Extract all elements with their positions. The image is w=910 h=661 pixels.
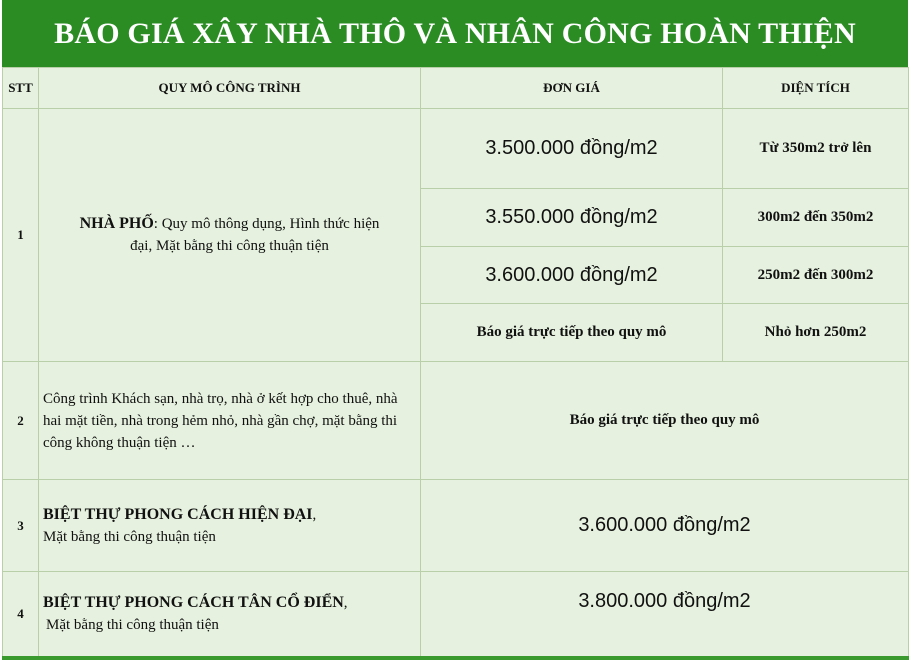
price-value: 3.600.000 đồng/m2 bbox=[421, 480, 909, 572]
row-description-bold: NHÀ PHỐ bbox=[79, 215, 154, 232]
page-title: BÁO GIÁ XÂY NHÀ THÔ VÀ NHÂN CÔNG HOÀN THIỆN bbox=[2, 0, 908, 67]
table-row bbox=[3, 480, 909, 572]
table-row bbox=[3, 362, 909, 480]
header-price: ĐƠN GIÁ bbox=[421, 68, 723, 109]
area-value: Từ 350m2 trở lên bbox=[723, 109, 909, 189]
row-description bbox=[39, 480, 421, 572]
area-value: 250m2 đến 300m2 bbox=[723, 247, 909, 304]
row-description-text: : Quy mô thông dụng, Hình thức hiện đại, Mặt bằng thi công thuận tiện bbox=[130, 216, 380, 254]
price-value: Báo giá trực tiếp theo quy mô bbox=[421, 304, 723, 362]
header-scale: QUY MÔ CÔNG TRÌNH bbox=[39, 68, 421, 109]
header-stt: STT bbox=[3, 68, 39, 109]
row-description-text: , bbox=[343, 594, 348, 611]
price-value: Báo giá trực tiếp theo quy mô bbox=[421, 362, 909, 480]
row-number: 1 bbox=[3, 109, 39, 362]
row-description bbox=[39, 362, 421, 480]
price-value: 3.550.000 đồng/m2 bbox=[421, 189, 723, 247]
row-description-bold: BIỆT THỰ PHONG CÁCH TÂN CỔ ĐIỂN bbox=[43, 593, 344, 611]
row-description-text: , bbox=[312, 506, 317, 523]
row-number: 3 bbox=[3, 480, 39, 572]
table-row bbox=[3, 109, 909, 189]
row-description bbox=[39, 572, 421, 658]
area-value: Nhỏ hơn 250m2 bbox=[723, 304, 909, 362]
price-table bbox=[2, 67, 909, 660]
table-row bbox=[3, 572, 909, 658]
header-area: DIỆN TÍCH bbox=[723, 68, 909, 109]
row-description-line2: Mặt bằng thi công thuận tiện bbox=[46, 616, 219, 633]
row-number: 4 bbox=[3, 572, 39, 658]
header-row bbox=[3, 68, 909, 109]
row-number: 2 bbox=[3, 362, 39, 480]
price-value: 3.600.000 đồng/m2 bbox=[421, 247, 723, 304]
row-description-text: Công trình Khách sạn, nhà trọ, nhà ở kết hợp cho thuê, nhà hai mặt tiền, nhà trong hẻm nhỏ, nhà gần chợ, mặt bằng thi công không thuận tiện … bbox=[43, 390, 398, 451]
row-description bbox=[39, 109, 421, 362]
row-description-line2: Mặt bằng thi công thuận tiện bbox=[43, 528, 216, 545]
price-value: 3.800.000 đồng/m2 bbox=[421, 572, 909, 658]
row-description-bold: BIỆT THỰ PHONG CÁCH HIỆN ĐẠI bbox=[43, 505, 313, 523]
area-value: 300m2 đến 350m2 bbox=[723, 189, 909, 247]
price-value: 3.500.000 đồng/m2 bbox=[421, 109, 723, 189]
